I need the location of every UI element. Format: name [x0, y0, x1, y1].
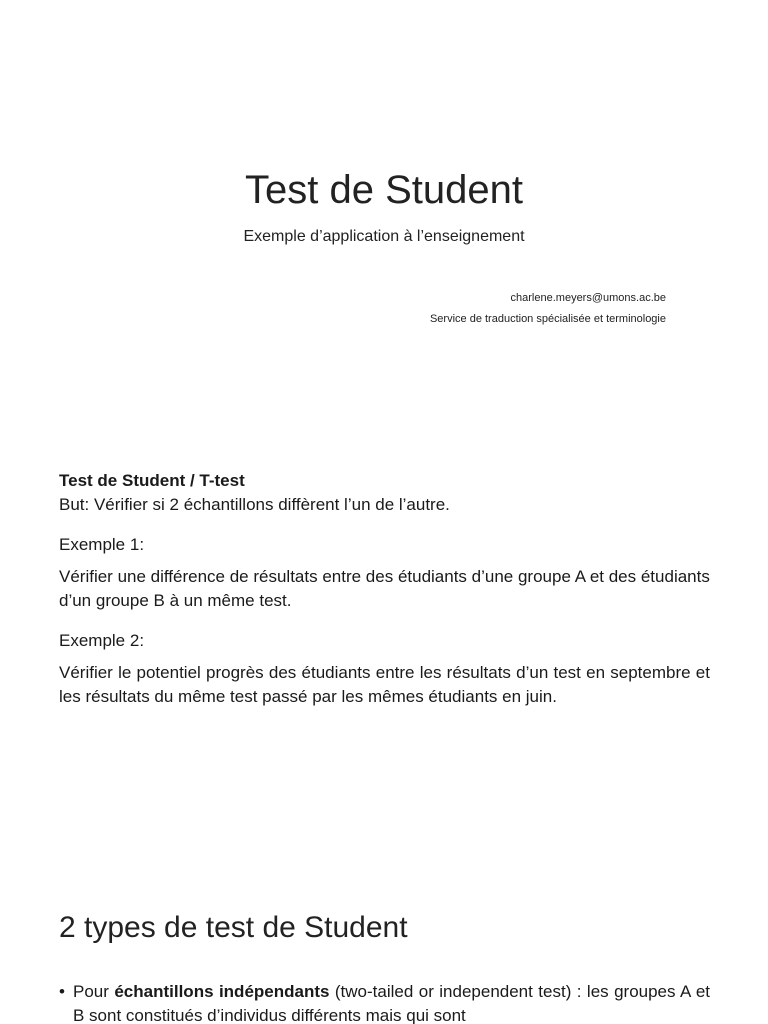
slide-subtitle: Exemple d’application à l’enseignement — [243, 228, 525, 245]
bullet-rest: (two-tailed or independent test) : les groupes A et B sont constitués d’individus différents mais qui sont — [73, 982, 710, 1024]
bullet-bold: échantillons indépendants — [114, 982, 330, 1001]
content-slide-types — [0, 864, 768, 1024]
contact-service: Service de traduction spécialisée et terminologie — [429, 313, 666, 325]
bullet-list — [59, 980, 710, 1024]
slide-title: Test de Student — [245, 168, 523, 212]
bullet-icon: • — [59, 982, 65, 1001]
goal-text: But: Vérifier si 2 échantillons diffèrent l’un de l’autre. — [59, 495, 450, 514]
contact-email: charlene.meyers@umons.ac.be — [510, 292, 666, 304]
example2-label: Exemple 2: — [59, 631, 145, 650]
bullet-prefix: Pour — [73, 982, 115, 1001]
list-item — [59, 980, 710, 1024]
section-heading: Test de Student / T-test — [59, 471, 245, 490]
example1-text: Vérifier une différence de résultats entre des étudiants d’une groupe A et des étudiants d’un groupe B à un même test. — [59, 567, 710, 610]
slide-title-types: 2 types de test de Student — [59, 911, 408, 944]
example1-label: Exemple 1: — [59, 535, 145, 554]
content-slide-ttest — [0, 432, 768, 864]
slide-body — [59, 469, 710, 709]
example2-text: Vérifier le potentiel progrès des étudiants entre les résultats d’un test en septembre et les résultats du même test passé par les mêmes étudiants en juin. — [59, 663, 710, 706]
contact-block — [430, 288, 666, 330]
title-slide — [0, 0, 768, 432]
